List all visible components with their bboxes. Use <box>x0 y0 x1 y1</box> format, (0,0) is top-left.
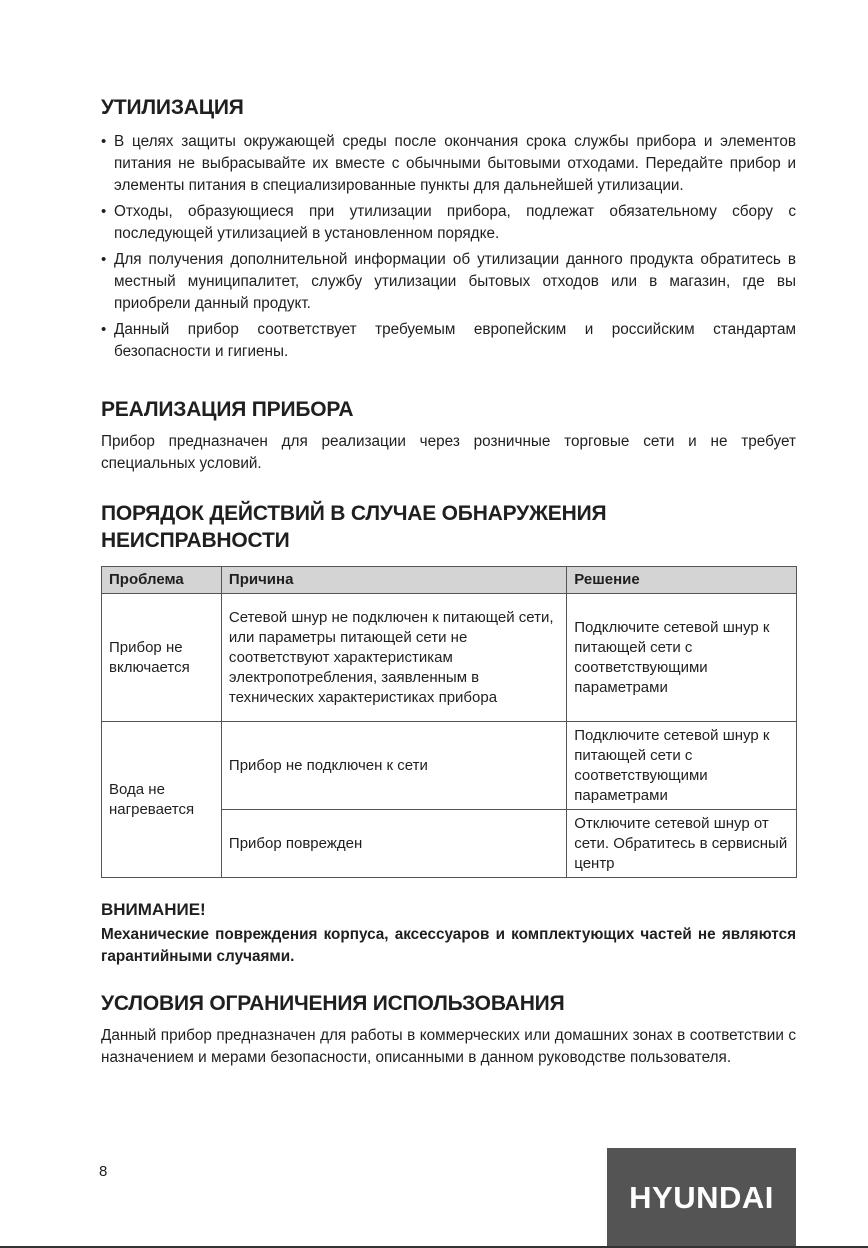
solution-cell: Отключите сетевой шнур от сети. Обратитесь в сервисный центр <box>567 810 797 878</box>
table-row <box>102 594 797 722</box>
brand-logo-text: HYUNDAI <box>629 1180 774 1215</box>
brand-logo <box>607 1148 796 1248</box>
warning-text: Механические повреждения корпуса, аксессуаров и комплектующих частей не являются гарантийными случаями. <box>101 926 796 965</box>
list-item: • В целях защиты окружающей среды после окончания срока службы прибора и элементов питания не выбрасывайте их вместе с обычными бытовыми отходами. Передайте прибор и элементы питания в специализированные пункты для дальнейшей утилизации. <box>101 131 796 197</box>
troubleshooting-table <box>101 566 797 878</box>
problem-cell: Вода не нагревается <box>102 722 222 878</box>
column-header-problem: Проблема <box>102 567 222 594</box>
list-item: • Для получения дополнительной информации об утилизации данного продукта обратитесь в местный муниципалитет, службу утилизации бытовых отходов или в магазин, где вы приобрели данный продукт. <box>101 249 796 315</box>
list-item: • Данный прибор соответствует требуемым европейским и российским стандартам безопасности и гигиены. <box>101 319 796 363</box>
column-header-solution: Решение <box>567 567 797 594</box>
sale-title: РЕАЛИЗАЦИЯ ПРИБОРА <box>101 398 354 421</box>
table-header-row <box>102 567 797 594</box>
table-row <box>102 722 797 810</box>
troubleshooting-title-line1: ПОРЯДОК ДЕЙСТВИЙ В СЛУЧАЕ ОБНАРУЖЕНИЯ <box>101 502 607 525</box>
troubleshooting-title-line2: НЕИСПРАВНОСТИ <box>101 529 290 552</box>
restrictions-text: Данный прибор предназначен для работы в коммерческих или домашних зонах в соответствии с назначением и мерами безопасности, описанными в данном руководстве пользователя. <box>101 1027 796 1066</box>
cause-cell: Сетевой шнур не подключен к питающей сети, или параметры питающей сети не соответствуют характеристикам электропотребления, заявленным в технических характеристиках прибора <box>221 594 566 722</box>
disposal-list <box>101 131 796 367</box>
list-item: • Отходы, образующиеся при утилизации прибора, подлежат обязательному сбору с последующей утилизацией в установленном порядке. <box>101 201 796 245</box>
problem-cell: Прибор не включается <box>102 594 222 722</box>
page-number: 8 <box>99 1163 108 1180</box>
cause-cell: Прибор поврежден <box>221 810 566 878</box>
solution-cell: Подключите сетевой шнур к питающей сети с соответствующими параметрами <box>567 594 797 722</box>
disposal-title: УТИЛИЗАЦИЯ <box>101 96 244 119</box>
sale-text: Прибор предназначен для реализации через розничные торговые сети и не требует специальных условий. <box>101 433 796 472</box>
solution-cell: Подключите сетевой шнур к питающей сети с соответствующими параметрами <box>567 722 797 810</box>
restrictions-title: УСЛОВИЯ ОГРАНИЧЕНИЯ ИСПОЛЬЗОВАНИЯ <box>101 992 565 1015</box>
column-header-cause: Причина <box>221 567 566 594</box>
cause-cell: Прибор не подключен к сети <box>221 722 566 810</box>
warning-title: ВНИМАНИЕ! <box>101 900 206 919</box>
